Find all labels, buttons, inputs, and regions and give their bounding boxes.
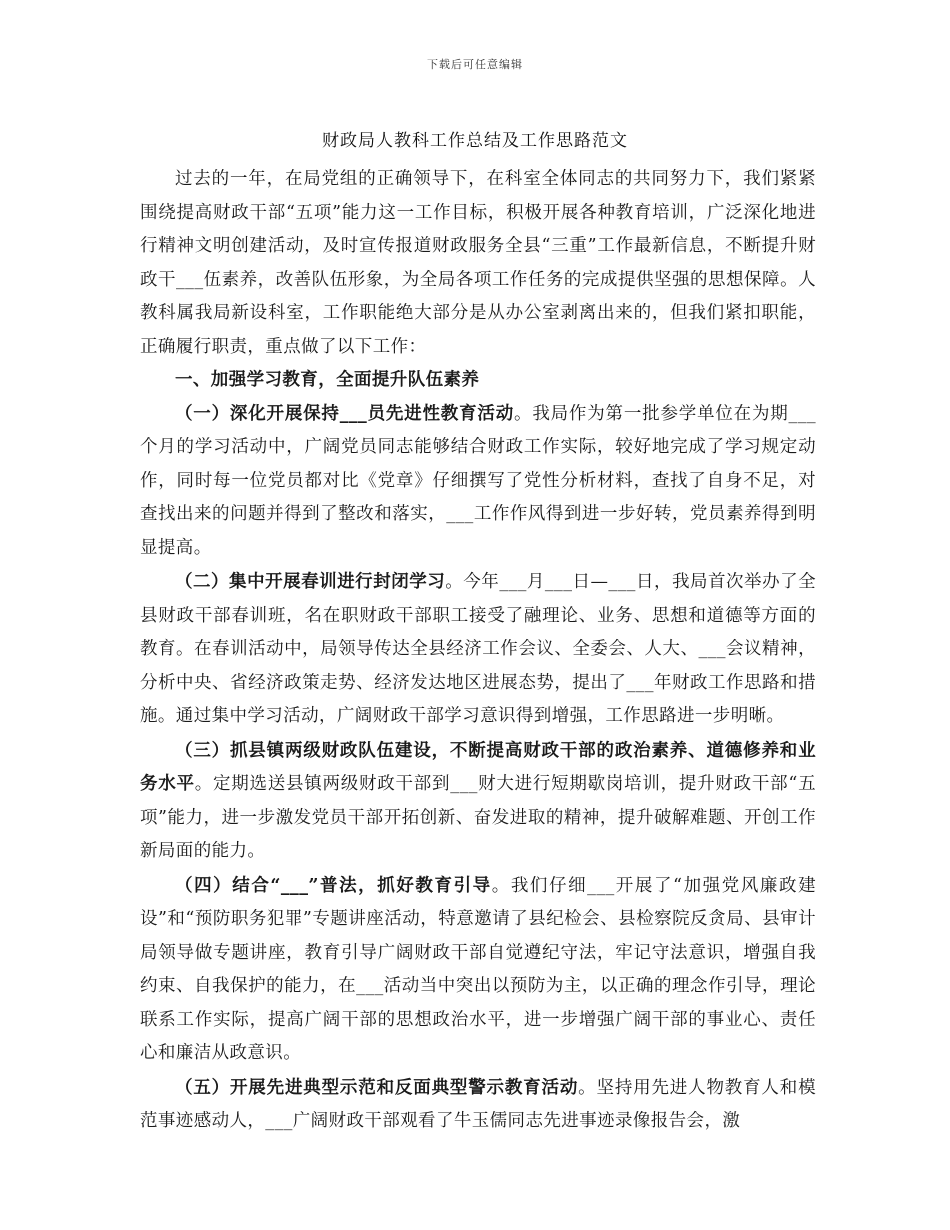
item-lead-3: （三）抓县镇两级财政队伍建设，不断提高财政干部的政治素养、道德修养和业务水平 (140, 740, 816, 794)
item-lead-1: （一）深化开展保持___员先进性教育活动 (175, 403, 515, 424)
item-paragraph-4 (140, 870, 816, 1071)
intro-paragraph: 过去的一年，在局党组的正确领导下，在科室全体同志的共同努力下，我们紧紧围绕提高财政干部“五项”能力这一工作目标，积极开展各种教育培训，广泛深化地进行精神文明创建活动，及时宣传报道财政服务全县“三重”工作最新信息，不断提升财政干___伍素养，改善队伍形象，为全局各项工作任务的完成提供坚强的思想保障。人教科属我局新设科室，工作职能绝大部分是从办公室剥离出来的，但我们紧扣职能，正确履行职责，重点做了以下工作： (140, 169, 816, 357)
item-text-4: 。我们仔细___开展了“加强党风廉政建设”和“预防职务犯罪”专题讲座活动，特意邀请了县纪检会、县检察院反贪局、县审计局领导做专题讲座，教育引导广阔财政干部自觉遵纪守法，牢记守法意识，增强自我约束、自我保护的能力，在___活动当中突出以预防为主，以正确的理念作引导，理论联系工作实际，提高广阔干部的思想政治水平，进一步增强广阔干部的事业心、责任心和廉洁从政意识。 (140, 875, 816, 1063)
item-lead-4: （四）结合“___”普法，抓好教育引导 (175, 875, 492, 896)
document-body (140, 163, 816, 1139)
item-lead-5: （五）开展先进典型示范和反面典型警示教育活动 (175, 1077, 579, 1098)
item-lead-2: （二）集中开展春训进行封闭学习 (175, 572, 446, 592)
document-title: 财政局人教科工作总结及工作思路范文 (322, 131, 628, 151)
item-paragraph-3 (140, 735, 816, 869)
section-heading: 一、加强学习教育，全面提升队伍素养 (175, 370, 480, 390)
item-text-5: 。坚持用先进人物教育人和模范事迹感动人，___广阔财政干部观看了牛玉儒同志先进事迹录像报告会，激 (140, 1077, 816, 1131)
item-text-2: 。今年___月___日—___日，我局首次举办了全县财政干部春训班，名在职财政干部职工接受了融理论、业务、思想和道德等方面的教育。在春训活动中，局领导传达全县经济工作会议、全委会、人大、___会议精神，分析中央、省经济政策走势、经济发达地区进展态势，提出了___年财政工作思路和措施。通过集中学习活动，广阔财政干部学习意识得到增强，工作思路进一步明晰。 (140, 572, 817, 726)
item-paragraph-1 (140, 398, 816, 566)
page-header-note: 下载后可任意编辑 (427, 58, 523, 71)
item-text-3: 。定期选送县镇两级财政干部到___财大进行短期歇岗培训，提升财政干部“五项”能力，进一步激发党员干部开拓创新、奋发进取的精神，提升破解难题、开创工作新局面的能力。 (140, 774, 816, 861)
item-paragraph-2 (140, 566, 816, 734)
item-paragraph-5 (140, 1072, 816, 1139)
item-text-1: 。我局作为第一批参学单位在为期___个月的学习活动中，广阔党员同志能够结合财政工作实际，较好地完成了学习规定动作，同时每一位党员都对比《党章》仔细撰写了党性分析材料，查找了自身不足，对查找出来的问题并得到了整改和落实，___工作作风得到进一步好转，党员素养得到明显提高。 (140, 403, 817, 558)
